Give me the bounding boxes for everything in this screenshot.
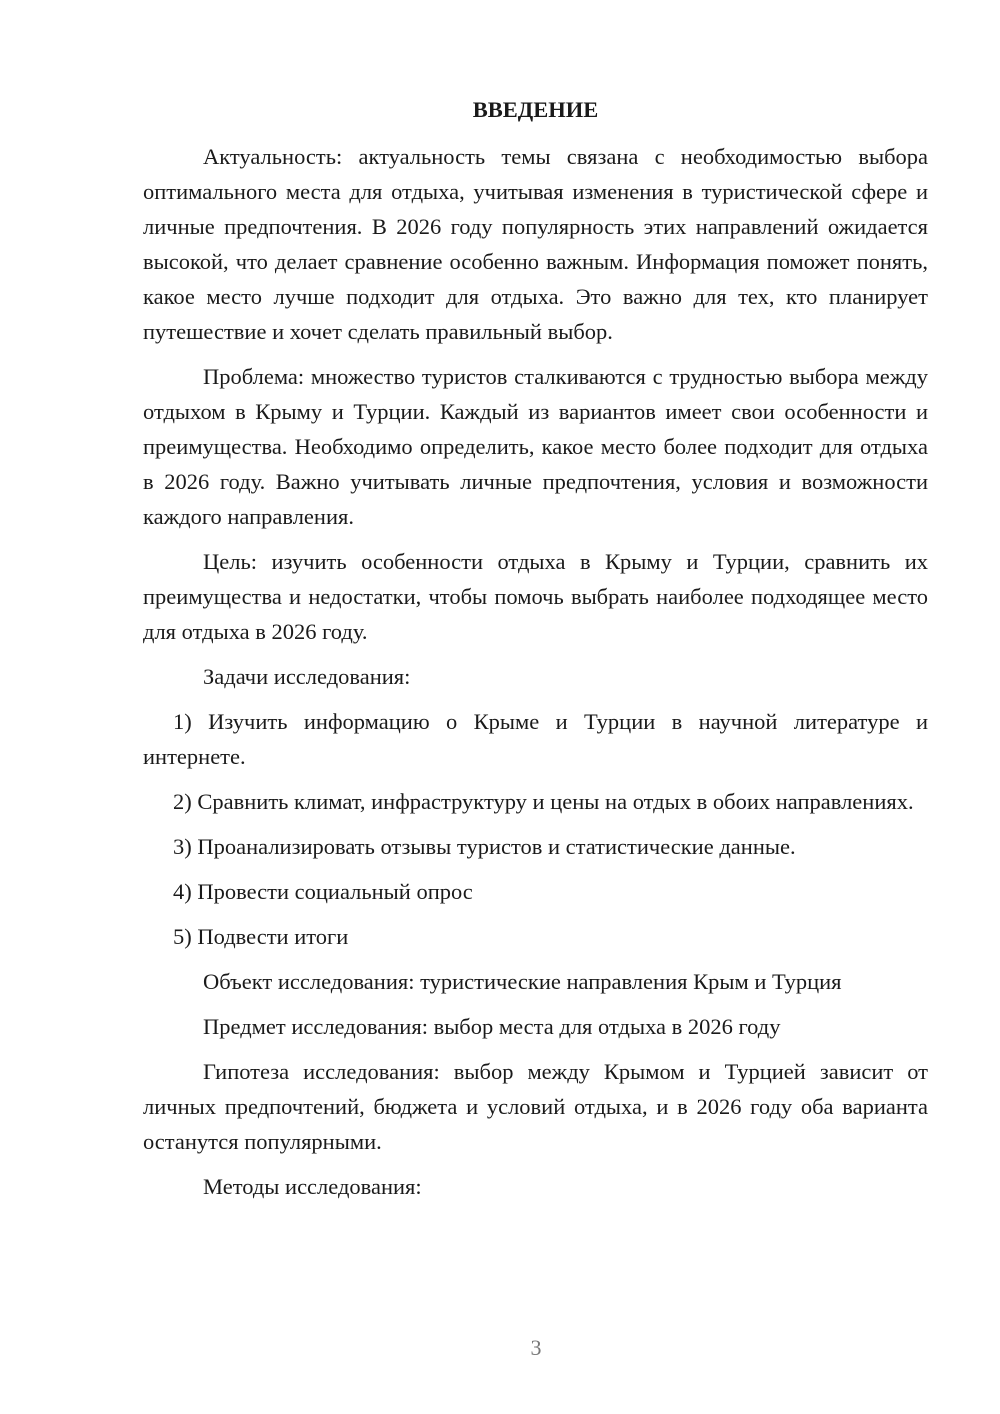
paragraph-relevance: Актуальность: актуальность темы связана с необходимостью выбора оптимального места для отдыха, учитывая изменения в туристической сфере и личные предпочтения. В 2026 году популярность этих направлений ожидается высокой, что делает сравнение особенно важным. Информация поможет понять, какое место лучше подходит для отдыха. Это важно для тех, кто планирует путешествие и хочет сделать правильный выбор. [143, 144, 928, 344]
task-item: 5) Подвести итоги [173, 924, 349, 949]
page-number: 3 [530, 1335, 542, 1360]
research-hypothesis: Гипотеза исследования: выбор между Крымом и Турцией зависит от личных предпочтений, бюджета и условий отдыха, и в 2026 году оба варианта останутся популярными. [143, 1059, 928, 1154]
section-heading: ВВЕДЕНИЕ [472, 97, 599, 122]
task-item: 2) Сравнить климат, инфраструктуру и цены на отдых в обоих направлениях. [173, 789, 914, 814]
methods-label: Методы исследования: [203, 1174, 422, 1199]
document-body [143, 92, 928, 1214]
research-subject: Предмет исследования: выбор места для отдыха в 2026 году [203, 1014, 781, 1039]
task-item: 4) Провести социальный опрос [173, 879, 473, 904]
paragraph-problem: Проблема: множество туристов сталкиваются с трудностью выбора между отдыхом в Крыму и Турции. Каждый из вариантов имеет свои особенности и преимущества. Необходимо определить, какое место более подходит для отдыха в 2026 году. Важно учитывать личные предпочтения, условия и возможности каждого направления. [143, 364, 928, 529]
task-item: 1) Изучить информацию о Крыме и Турции в научной литературе и интернете. [143, 709, 928, 769]
research-object: Объект исследования: туристические направления Крым и Турция [203, 969, 842, 994]
paragraph-goal: Цель: изучить особенности отдыха в Крыму и Турции, сравнить их преимущества и недостатки, чтобы помочь выбрать наиболее подходящее место для отдыха в 2026 году. [143, 549, 928, 644]
tasks-label: Задачи исследования: [203, 664, 411, 689]
task-item: 3) Проанализировать отзывы туристов и статистические данные. [173, 834, 796, 859]
